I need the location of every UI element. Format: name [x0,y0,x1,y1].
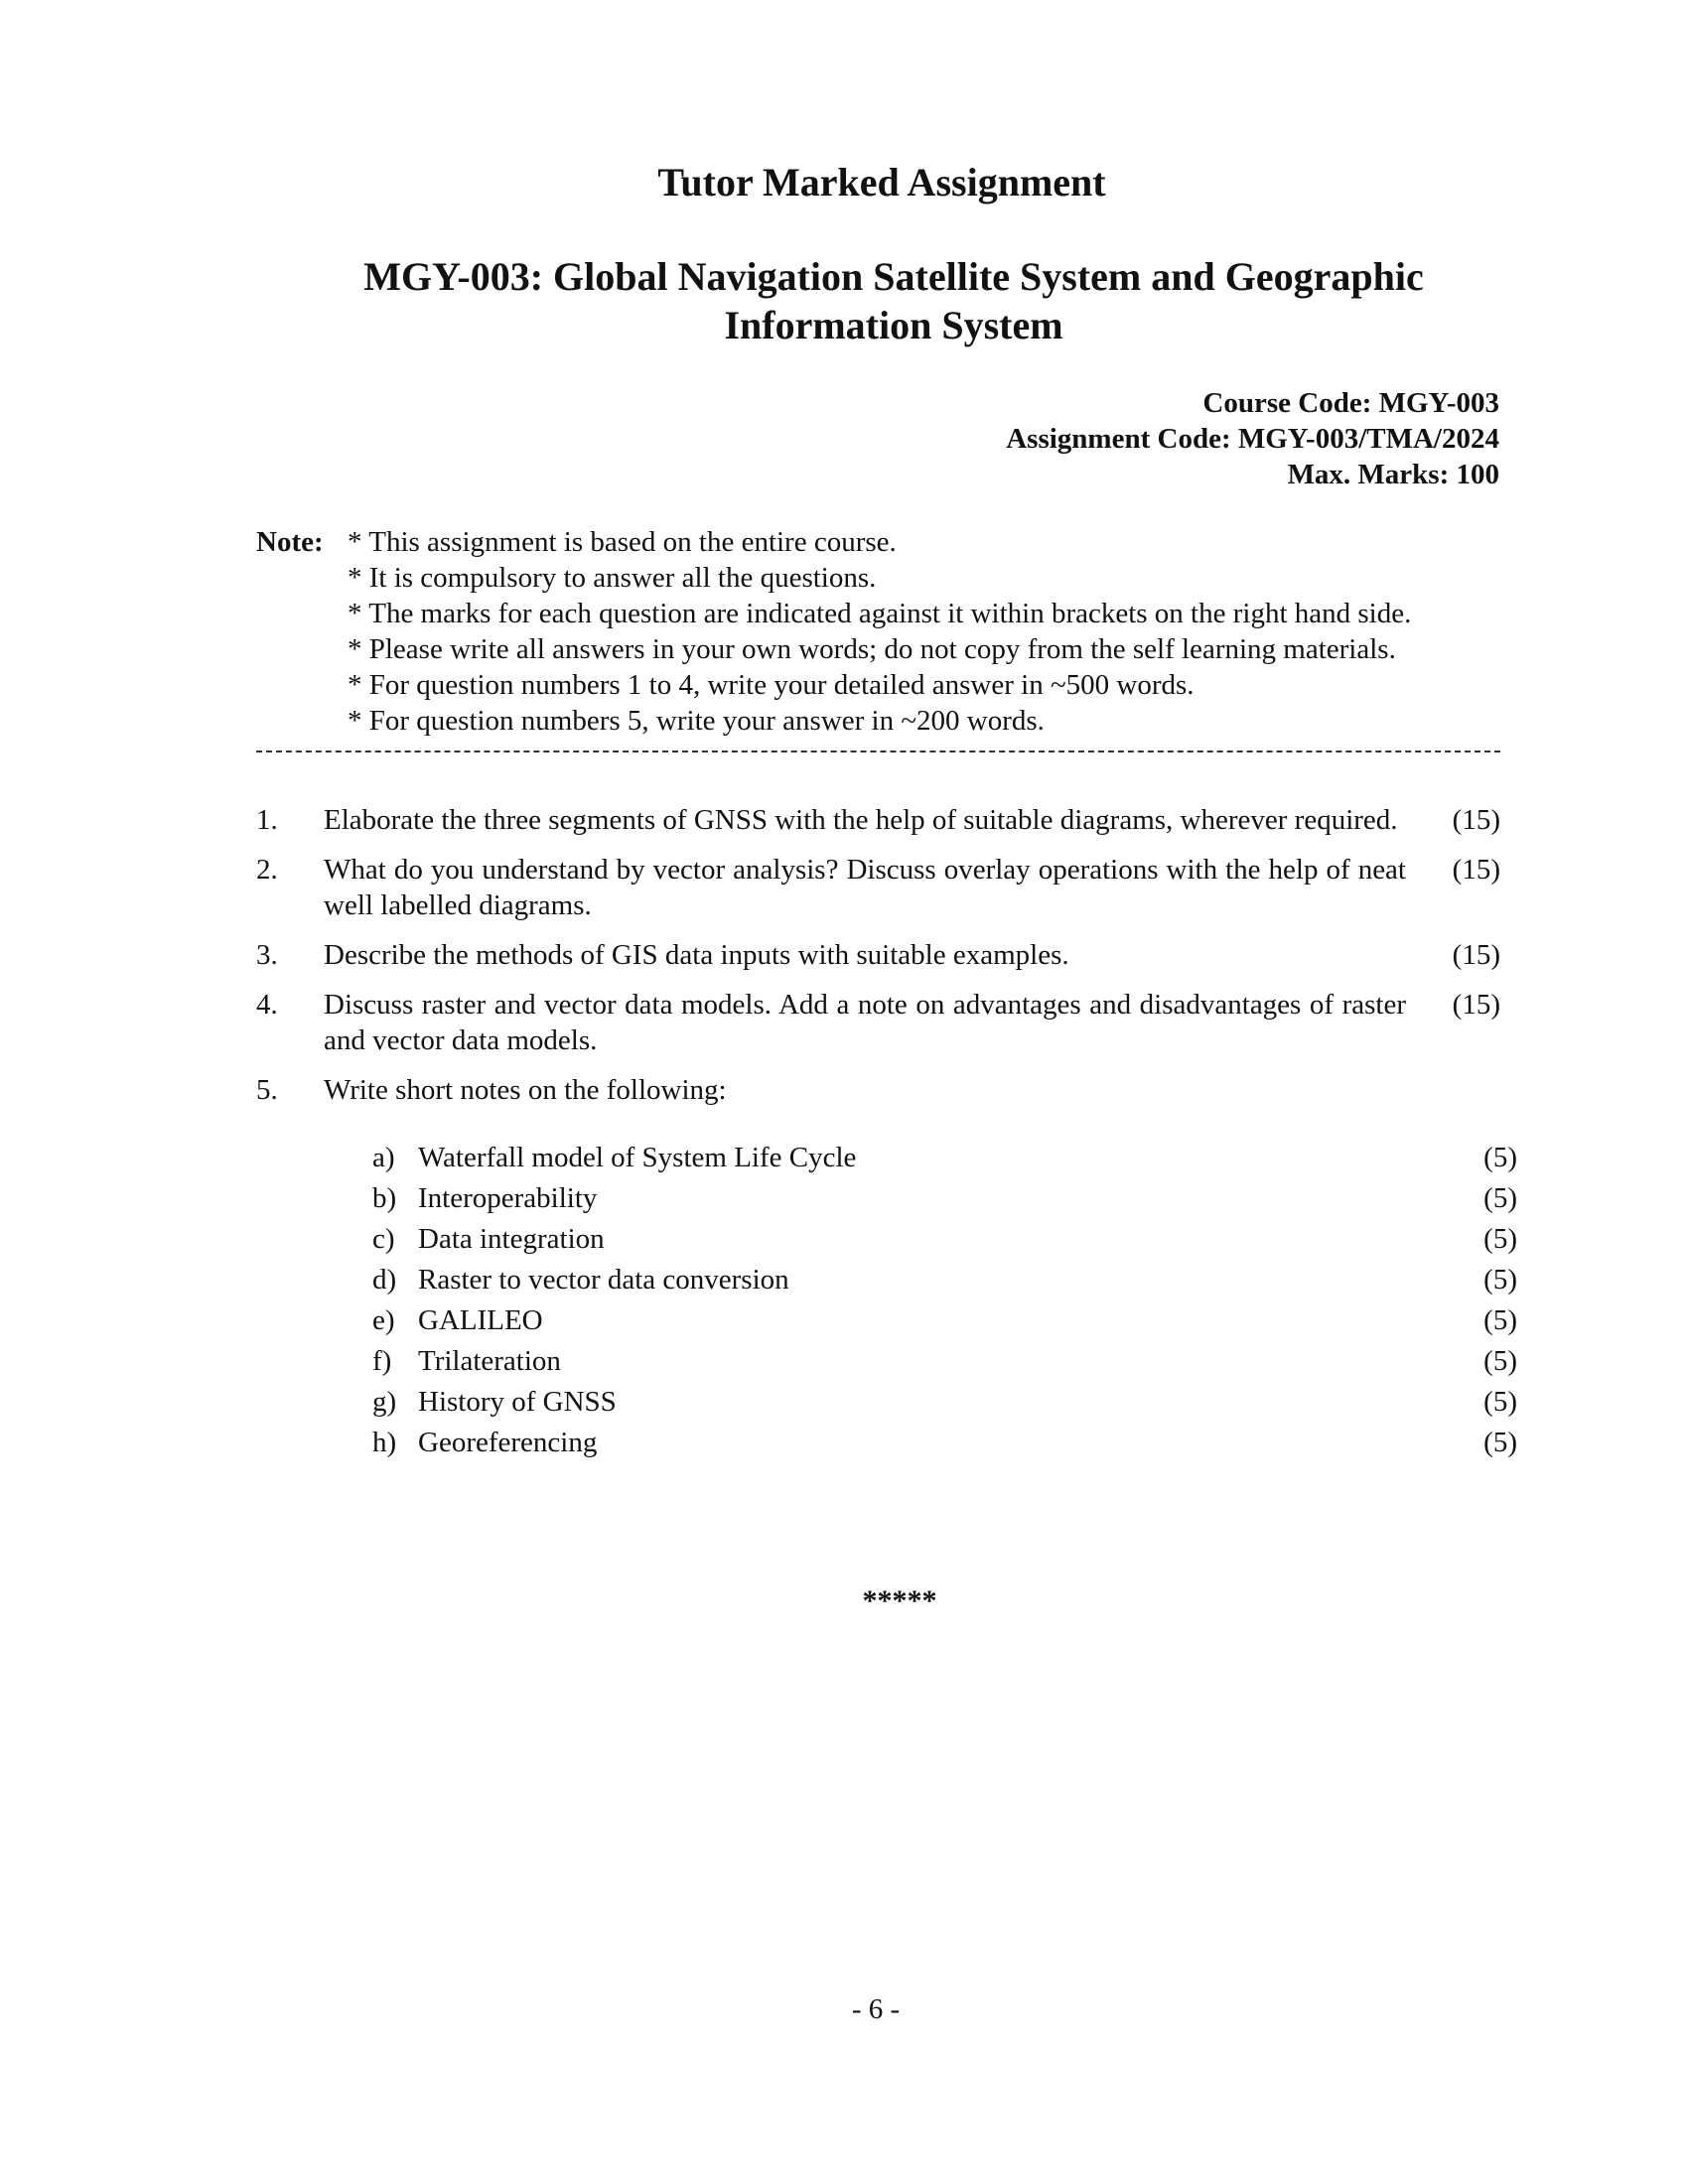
short-note-text: GALILEO [418,1304,543,1336]
short-note-text: History of GNSS [418,1386,617,1418]
note-line: * The marks for each question are indicated against it within brackets on the right hand side. [348,598,1412,629]
short-note-text: Georeferencing [418,1427,598,1458]
assignment-code: Assignment Code: MGY-003/TMA/2024 [1006,423,1499,455]
course-title-line-1: MGY-003: Global Navigation Satellite System and Geographic [363,254,1424,299]
short-note-marks: (5) [1483,1304,1517,1336]
note-line: * This assignment is based on the entire course. [348,526,897,558]
note-line: * For question numbers 1 to 4, write your detailed answer in ~500 words. [348,669,1195,701]
short-note-item [372,1343,1517,1384]
question-item [256,1072,1500,1108]
assignment-codes [1006,385,1499,492]
note-label: Note: [256,526,324,558]
question-number: 5. [256,1074,278,1106]
short-note-item [372,1140,1517,1180]
note-line: * Please write all answers in your own words; do not copy from the self learning materials. [348,633,1396,665]
short-note-item [372,1302,1517,1343]
short-note-text: Waterfall model of System Life Cycle [418,1142,857,1173]
short-note-letter: f) [372,1345,392,1377]
question-text: What do you understand by vector analysis? Discuss overlay operations with the help of neat well labelled diagrams. [324,854,1406,921]
question-marks: (15) [1452,939,1500,971]
short-note-text: Raster to vector data conversion [418,1264,789,1296]
short-note-letter: e) [372,1304,395,1336]
short-note-text: Data integration [418,1223,605,1255]
short-note-marks: (5) [1483,1345,1517,1377]
short-note-letter: h) [372,1427,397,1458]
question-item [256,852,1500,923]
question-number: 3. [256,939,278,971]
short-note-marks: (5) [1483,1142,1517,1173]
page-number: - 6 - [851,1993,901,2025]
short-note-letter: b) [372,1182,397,1214]
course-title [298,252,1489,349]
short-note-text: Trilateration [418,1345,561,1377]
question-number: 2. [256,854,278,886]
short-notes-list [372,1140,1517,1465]
question-text: Describe the methods of GIS data inputs with suitable examples. [324,939,1069,971]
question-item [256,802,1500,838]
short-note-item [372,1180,1517,1221]
end-mark: ***** [862,1584,937,1617]
course-code: Course Code: MGY-003 [1202,387,1499,419]
short-note-item [372,1384,1517,1425]
note-lines [348,524,1411,739]
max-marks: Max. Marks: 100 [1287,459,1499,490]
note-line: * For question numbers 5, write your answer in ~200 words. [348,705,1045,737]
question-text: Write short notes on the following: [324,1074,727,1106]
short-note-item [372,1221,1517,1262]
question-marks: (15) [1452,804,1500,836]
question-list [256,802,1500,1122]
question-text: Elaborate the three segments of GNSS with the help of suitable diagrams, wherever required. [324,804,1398,836]
question-text: Discuss raster and vector data models. Add a note on advantages and disadvantages of raster and vector data models. [324,989,1406,1056]
question-item [256,987,1500,1058]
short-note-marks: (5) [1483,1386,1517,1418]
question-item [256,937,1500,973]
short-note-marks: (5) [1483,1264,1517,1296]
question-number: 4. [256,989,278,1021]
short-note-text: Interoperability [418,1182,598,1214]
short-note-marks: (5) [1483,1427,1517,1458]
short-note-letter: d) [372,1264,397,1296]
note-line: * It is compulsory to answer all the questions. [348,562,877,594]
short-note-letter: c) [372,1223,395,1255]
short-note-marks: (5) [1483,1182,1517,1214]
question-marks: (15) [1452,854,1500,886]
question-number: 1. [256,804,278,836]
question-marks: (15) [1452,989,1500,1021]
document-title: Tutor Marked Assignment [657,160,1106,205]
short-note-item [372,1262,1517,1302]
short-note-marks: (5) [1483,1223,1517,1255]
short-note-letter: a) [372,1142,395,1173]
dashed-divider [256,751,1500,752]
course-title-line-2: Information System [724,303,1063,347]
short-note-item [372,1425,1517,1465]
short-note-letter: g) [372,1386,397,1418]
